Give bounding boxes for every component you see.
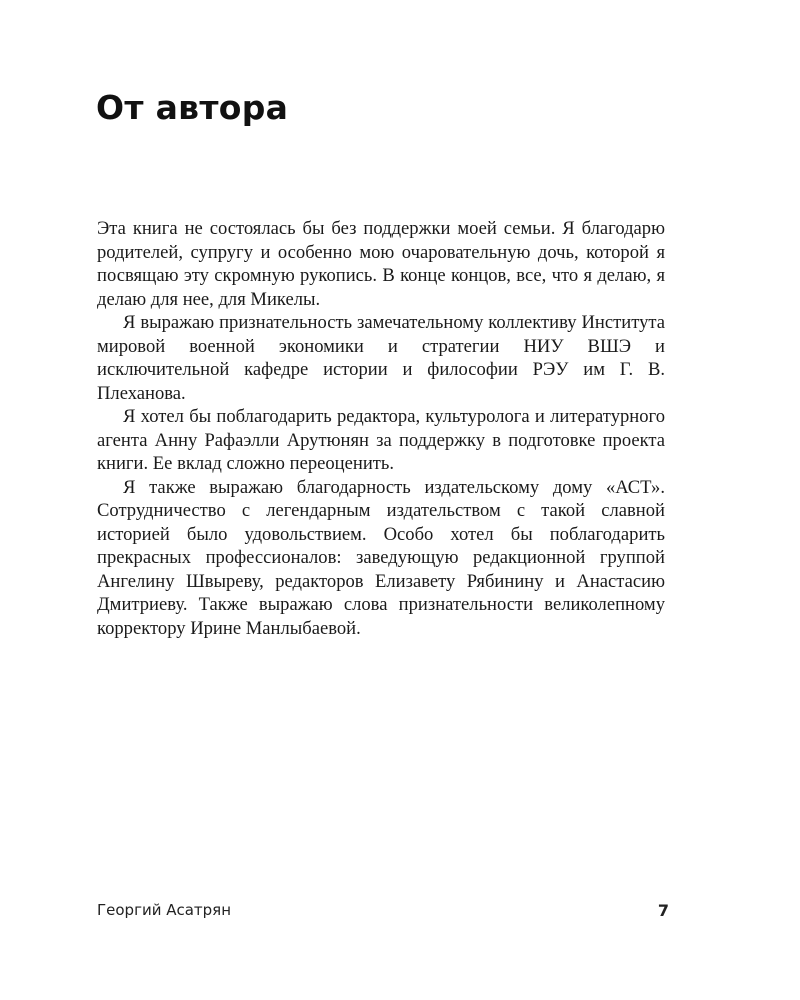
paragraph-editor: Я хотел бы поблагодарить редактора, культуролога и литературного агента Анну Рафаэлли Арутюнян за поддержку в подготовке проекта книги. Ее вклад сложно переоценить. bbox=[97, 406, 665, 474]
paragraph-publisher: Я также выражаю благодарность издательскому дому «АСТ». Сотрудничество с легендарным издательством с такой славной историей было удовольствием. Особо хотел бы поблагодарить прекрасных профессионалов: заведующую редакционной группой Ангелину Швыреву, редакторов Елизавету Рябинину и Анастасию Дмитриеву. Также выражаю слова признательности великолепному корректору Ирине Манлыбаевой. bbox=[97, 476, 665, 639]
paragraph-family: Эта книга не состоялась бы без поддержки моей семьи. Я благодарю родителей, супругу и особенно мою очаровательную дочь, которой я посвящаю эту скромную рукопись. В конце концов, все, что я делаю, я делаю для нее, для Микелы. bbox=[97, 218, 665, 310]
body-text bbox=[97, 217, 665, 640]
paragraph-institute: Я выражаю признательность замечательному коллективу Института мировой военной экономики и стратегии НИУ ВШЭ и исключительной кафедре истории и философии РЭУ им Г. В. Плеханова. bbox=[97, 312, 665, 404]
running-footer-author: Георгий Асатрян bbox=[97, 901, 232, 919]
page-number: 7 bbox=[657, 901, 669, 920]
chapter-title: От автора bbox=[96, 88, 289, 127]
